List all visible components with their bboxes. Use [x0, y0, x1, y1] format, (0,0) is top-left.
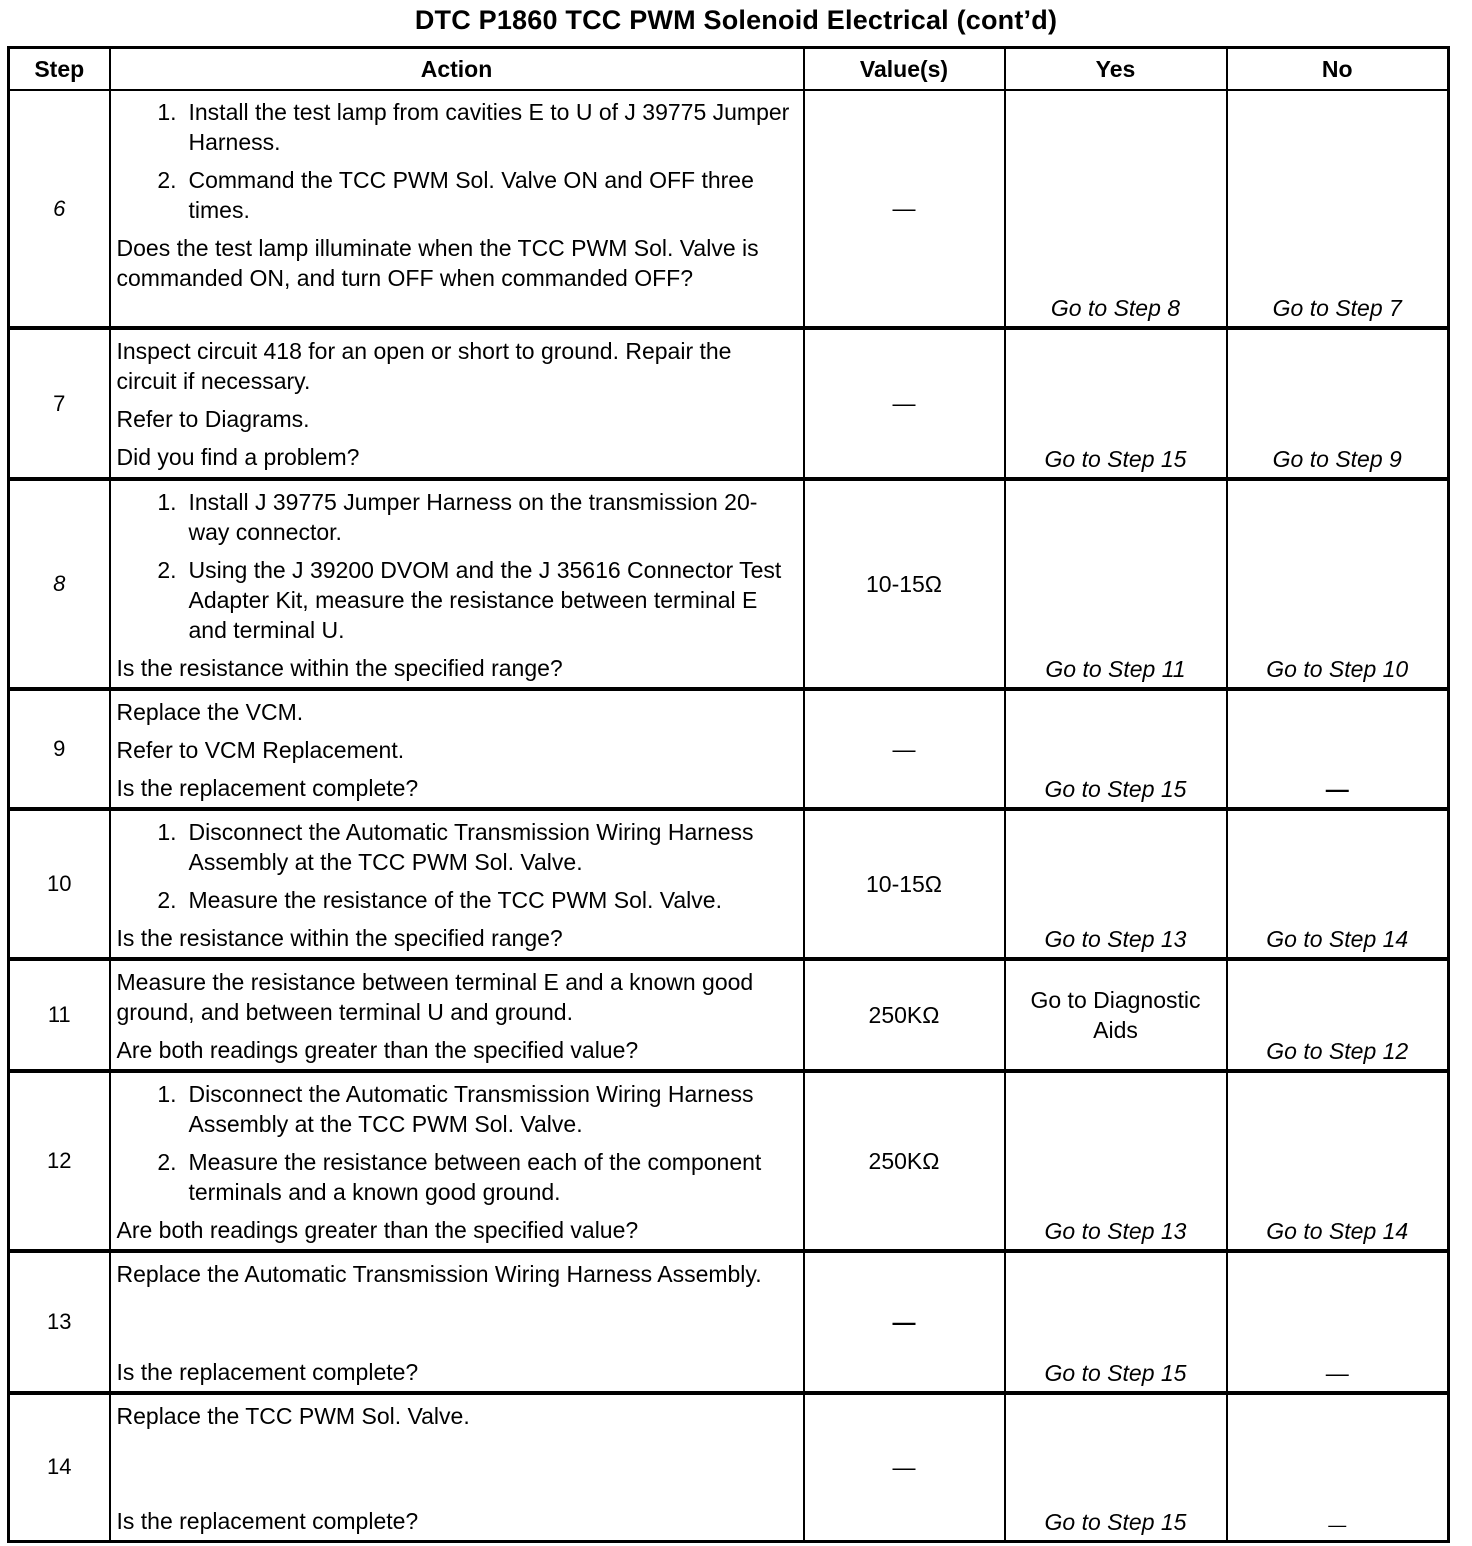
list-item: 1. Disconnect the Automatic Transmission Wiring Harness Assembly at the TCC PWM Sol. Valve. [157, 1081, 754, 1137]
step-number: 13 [9, 1251, 110, 1393]
yes-cell: Go to Step 8 [1005, 90, 1227, 328]
no-cell: Go to Step 10 [1227, 479, 1449, 689]
action-text: Inspect circuit 418 for an open or short to ground. Repair the circuit if necessary. [116, 338, 732, 394]
step-number: 14 [9, 1393, 110, 1541]
action-cell [110, 90, 804, 328]
header-no: No [1227, 48, 1449, 91]
yes-cell: Go to Step 13 [1005, 809, 1227, 959]
action-cell [110, 689, 804, 809]
value-cell: 10-15Ω [804, 479, 1005, 689]
value-cell: 250KΩ [804, 1071, 1005, 1251]
table-row [9, 809, 1449, 959]
header-action: Action [110, 48, 804, 91]
no-cell: Go to Step 7 [1227, 90, 1449, 328]
action-text: Replace the Automatic Transmission Wiring Harness Assembly. [116, 1261, 762, 1287]
yes-cell: Go to Step 15 [1005, 328, 1227, 479]
value-cell: 10-15Ω [804, 809, 1005, 959]
step-number: 7 [9, 328, 110, 479]
yes-cell: Go to Step 15 [1005, 689, 1227, 809]
no-cell: — [1227, 1393, 1449, 1541]
table-row [9, 689, 1449, 809]
no-cell: Go to Step 12 [1227, 959, 1449, 1071]
step-number: 9 [9, 689, 110, 809]
yes-cell: Go to Step 13 [1005, 1071, 1227, 1251]
action-cell [110, 1071, 804, 1251]
no-cell: Go to Step 14 [1227, 1071, 1449, 1251]
step-number: 6 [9, 90, 110, 328]
table-row [9, 1071, 1449, 1251]
question-text: Is the replacement complete? [116, 1507, 419, 1534]
list-item: 1. Disconnect the Automatic Transmission Wiring Harness Assembly at the TCC PWM Sol. Valve. [157, 819, 754, 875]
table-row [9, 328, 1449, 479]
list-item: 2. Command the TCC PWM Sol. Valve ON and OFF three times. [157, 167, 754, 223]
list-item: 1. Install the test lamp from cavities E to U of J 39775 Jumper Harness. [157, 99, 790, 155]
step-number: 11 [9, 959, 110, 1071]
step-number: 12 [9, 1071, 110, 1251]
value-cell: — [804, 1393, 1005, 1541]
list-item: 2. Measure the resistance between each of the component terminals and a known good ground. [157, 1149, 762, 1205]
list-item: 2. Measure the resistance of the TCC PWM Sol. Valve. [157, 887, 722, 913]
action-text: Replace the TCC PWM Sol. Valve. [116, 1403, 470, 1429]
no-cell: Go to Step 14 [1227, 809, 1449, 959]
question-text: Is the replacement complete? [116, 1359, 419, 1385]
question-text: Is the resistance within the specified range? [116, 925, 563, 951]
question-text: Does the test lamp illuminate when the TCC PWM Sol. Valve is commanded ON, and turn OFF when commanded OFF? [116, 235, 759, 291]
value-cell: 250KΩ [804, 959, 1005, 1071]
step-number: 10 [9, 809, 110, 959]
action-text: Measure the resistance between terminal E and a known good ground, and between terminal U and ground. [116, 969, 754, 1025]
question-text: Is the resistance within the specified range? [116, 655, 563, 681]
action-cell [110, 1251, 804, 1393]
header-yes: Yes [1005, 48, 1227, 91]
yes-cell: Go to Step 15 [1005, 1393, 1227, 1541]
question-text: Are both readings greater than the specified value? [116, 1037, 639, 1063]
table-row [9, 1393, 1449, 1541]
action-text: Replace the VCM. [116, 699, 304, 725]
value-cell: — [804, 689, 1005, 809]
list-item: 1. Install J 39775 Jumper Harness on the transmission 20-way connector. [157, 489, 758, 545]
table-row [9, 1251, 1449, 1393]
yes-cell: Go to Step 11 [1005, 479, 1227, 689]
action-cell [110, 809, 804, 959]
table-row [9, 959, 1449, 1071]
no-cell: Go to Step 9 [1227, 328, 1449, 479]
no-cell: — [1227, 1251, 1449, 1393]
action-cell [110, 959, 804, 1071]
action-cell [110, 479, 804, 689]
step-number: 8 [9, 479, 110, 689]
yes-cell: Go to Diagnostic Aids [1005, 959, 1227, 1071]
header-values: Value(s) [804, 48, 1005, 91]
reference-text: Refer to VCM Replacement. [116, 737, 405, 763]
reference-text: Refer to Diagrams. [116, 406, 310, 432]
question-text: Is the replacement complete? [116, 775, 419, 801]
value-cell: — [804, 90, 1005, 328]
question-text: Are both readings greater than the specified value? [116, 1217, 639, 1243]
table-row [9, 90, 1449, 328]
question-text: Did you find a problem? [116, 444, 360, 470]
header-row [9, 48, 1449, 91]
table-row [9, 479, 1449, 689]
page-title: DTC P1860 TCC PWM Solenoid Electrical (cont’d) [414, 5, 1058, 35]
list-item: 2. Using the J 39200 DVOM and the J 35616 Connector Test Adapter Kit, measure the resistance between terminal E and terminal U. [157, 557, 782, 643]
value-cell: — [804, 1251, 1005, 1393]
action-cell [110, 328, 804, 479]
header-step: Step [9, 48, 110, 91]
yes-cell: Go to Step 15 [1005, 1251, 1227, 1393]
value-cell: — [804, 328, 1005, 479]
action-cell [110, 1393, 804, 1541]
no-cell: — [1227, 689, 1449, 809]
diagnostic-table [7, 46, 1450, 1543]
